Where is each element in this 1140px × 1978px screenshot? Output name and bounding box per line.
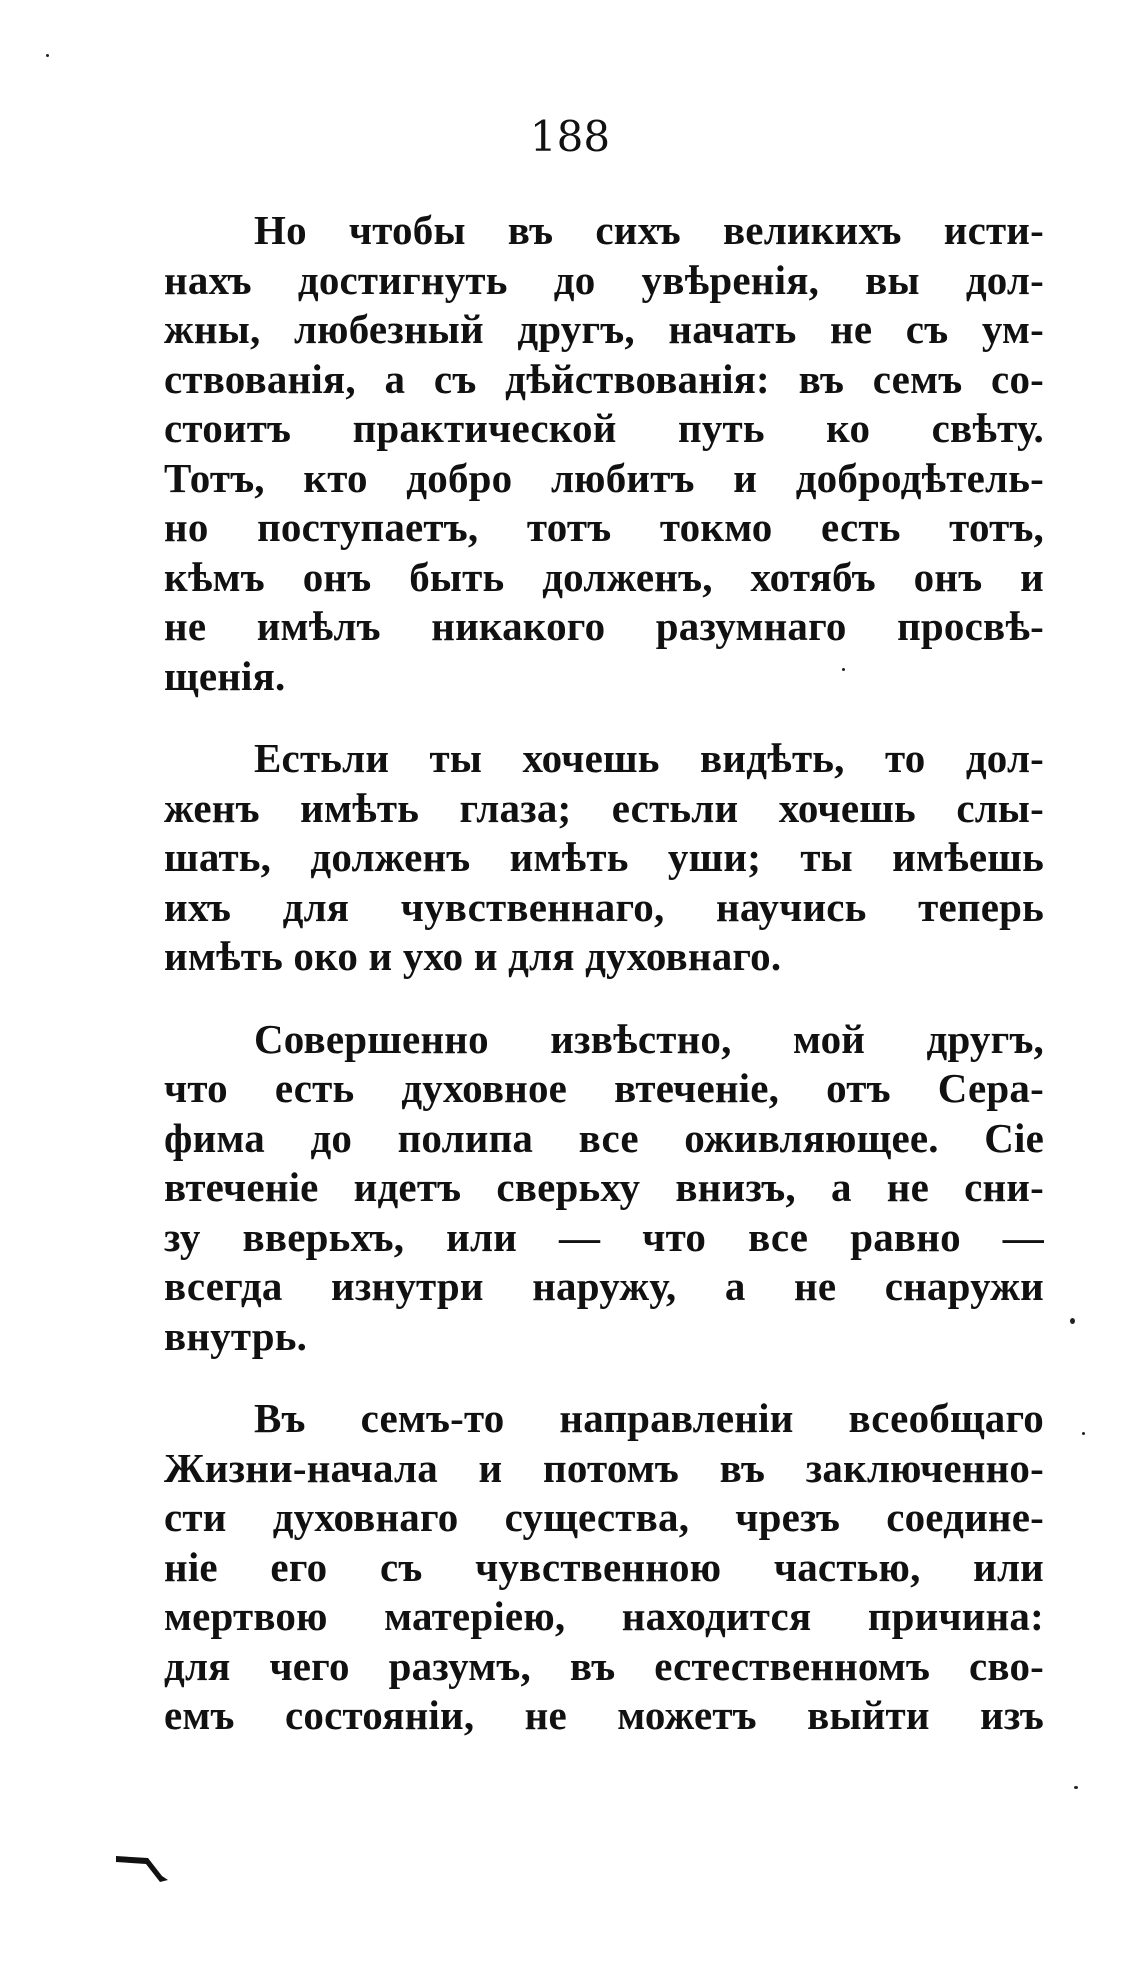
scan-speck: [1070, 1318, 1075, 1324]
text-line: всегда изнутри наружу, а не снаружи: [164, 1263, 1044, 1309]
scan-speck: [46, 54, 49, 57]
page-number: 188: [529, 112, 611, 161]
text-line: жны, любезный другъ, начать не съ ум-: [164, 306, 1044, 352]
text-line: ствованія, а съ дѣйствованія: въ семъ со-: [164, 355, 1044, 402]
text-line: не имѣлъ никакого разумнаго просвѣ-: [164, 603, 1044, 649]
text-line: женъ имѣть глаза; естьли хочешь слы-: [164, 784, 1044, 831]
text-line: сти духовнаго существа, чрезъ соедине-: [164, 1494, 1044, 1540]
paragraph-3: [164, 1015, 1044, 1362]
scan-artifact-mark: [112, 1850, 172, 1886]
text-line: Въ семъ-то направленіи всеобщаго: [254, 1395, 1044, 1441]
text-line: Жизни-начала и потомъ въ заключенно-: [164, 1444, 1044, 1491]
text-line: Но чтобы въ сихъ великихъ исти-: [254, 207, 1044, 253]
paragraph-2: [164, 734, 1044, 982]
text-line: емъ состояніи, не можетъ выйти изъ: [164, 1692, 1044, 1738]
scan-speck: [1082, 1432, 1085, 1435]
text-line: втеченіе идетъ сверьху внизъ, а не сни-: [164, 1164, 1044, 1210]
text-line: ніе его съ чувственною частью, или: [164, 1543, 1044, 1590]
text-line: что есть духовное втеченіе, отъ Сера-: [164, 1065, 1044, 1111]
text-line: нахъ достигнуть до увѣренія, вы дол-: [164, 256, 1044, 303]
text-line: ихъ для чувственнаго, научись теперь: [164, 883, 1044, 930]
text-line: мертвою матеріею, находится причина:: [164, 1593, 1044, 1639]
scan-speck: [842, 668, 845, 671]
body-text: [164, 206, 1044, 1741]
text-line: щенія.: [164, 652, 286, 699]
paragraph-1: [164, 206, 1044, 701]
text-line: кѣмъ онъ быть долженъ, хотябъ онъ и: [164, 553, 1044, 600]
text-line: Тотъ, кто добро любитъ и добродѣтель-: [164, 454, 1044, 501]
text-line: Совершенно извѣстно, мой другъ,: [254, 1015, 1044, 1062]
text-line: шать, долженъ имѣть уши; ты имѣешь: [164, 834, 1044, 880]
paragraph-4: [164, 1394, 1044, 1741]
text-line: внутрь.: [164, 1312, 308, 1359]
text-line: Естьли ты хочешь видѣть, то дол-: [254, 735, 1044, 781]
text-line: для чего разумъ, въ естественномъ сво-: [164, 1642, 1044, 1689]
text-line: фима до полипа все оживляющее. Сіе: [164, 1114, 1044, 1161]
scan-speck: [1074, 1786, 1078, 1789]
text-line: имѣть око и ухо и для духовнаго.: [164, 933, 782, 979]
text-line: но поступаетъ, тотъ токмо есть тотъ,: [164, 504, 1044, 550]
text-line: зу вверьхъ, или — что все равно —: [164, 1213, 1044, 1260]
text-line: стоитъ практической путь ко свѣту.: [164, 405, 1044, 451]
